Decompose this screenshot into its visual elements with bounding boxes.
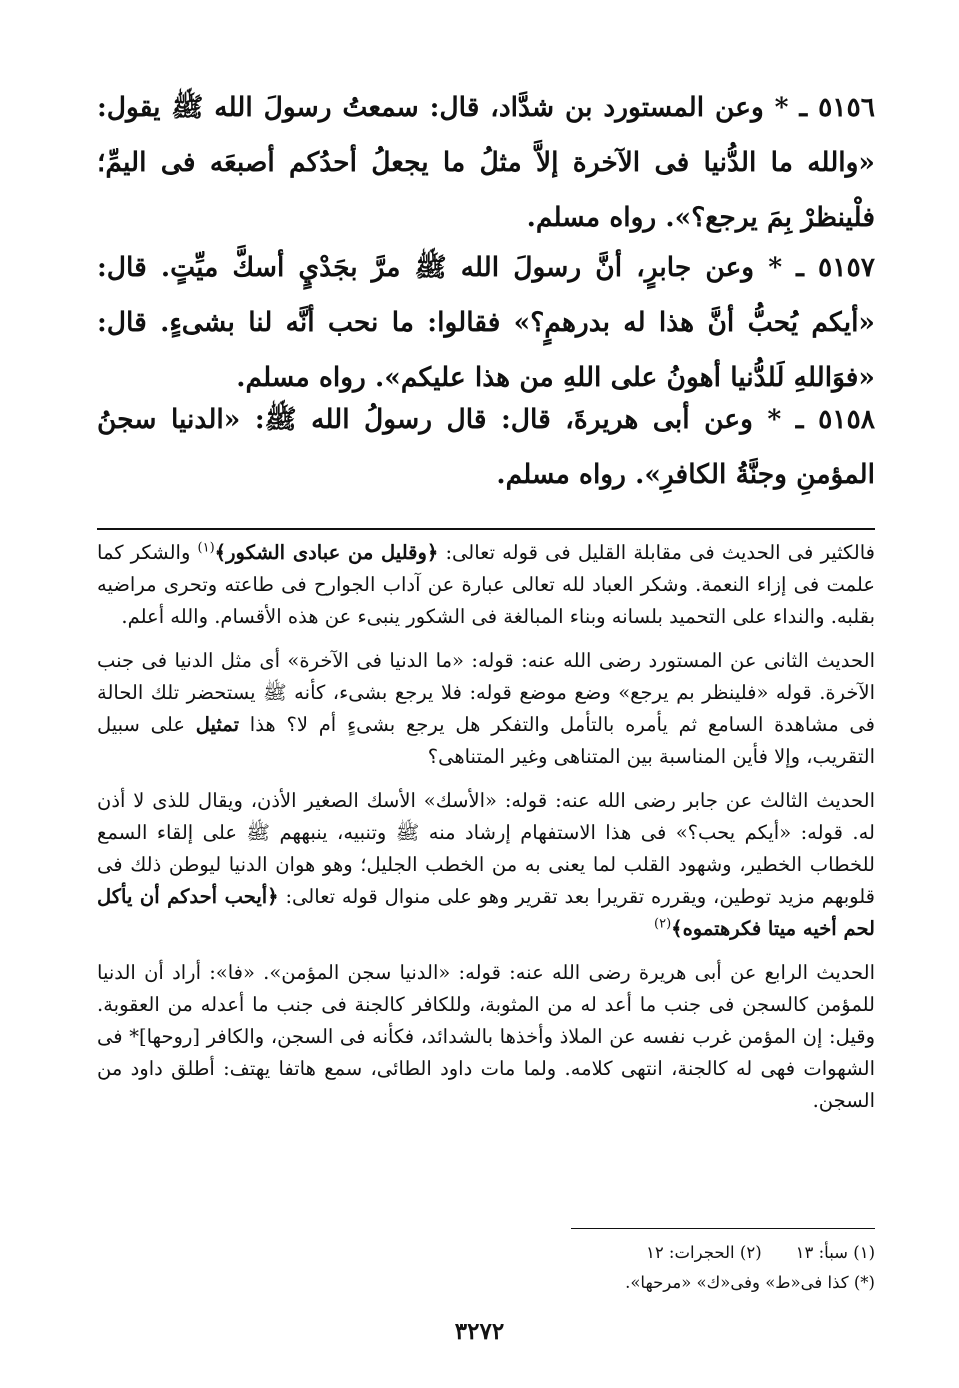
hadith-5157	[97, 240, 875, 405]
hadith-text: * وعن جابرٍ، أنَّ رسولَ الله ﷺ مرَّ بجَدْيٍ أسكَّ ميِّتٍ. قال: «أيكم يُحبُّ أنَّ هذا له بدرهمٍ؟» فقالوا: ما نحب أنَّه لنا بشىءٍ. قال: «فوَاللهِ لَلدُّنيا أهونُ على اللهِ من هذا عليكم». رواه مسلم.	[97, 252, 875, 393]
hadith-text: * وعن أبى هريرةَ، قال: قال رسولُ الله ﷺ: «الدنيا سجنُ المؤمنِ وجنَّةُ الكافرِ». رواه مسلم.	[97, 404, 875, 490]
hadith-number: ٥١٥٧ ـ	[796, 252, 875, 283]
commentary-paragraph-4	[97, 957, 875, 1117]
footnote-line-1	[375, 1238, 875, 1268]
hadith-text: * وعن المستورد بن شدَّاد، قال: سمعتُ رسولَ الله ﷺ يقول: «والله ما الدُّنيا فى الآخرة إلاَّ مثلُ ما يجعلُ أحدُكم أصبعَه فى اليمِّ؛ فلْينظرْ بِمَ يرجع؟». رواه مسلم.	[97, 92, 875, 233]
commentary-text: فالكثير فى الحديث فى مقابلة القليل فى قوله تعالى:	[438, 541, 875, 564]
footnotes	[375, 1238, 875, 1298]
quran-quote: ﴿أيحب أحدكم أن يأكل لحم أخيه ميتا فكرهتموه﴾	[97, 885, 875, 940]
commentary-text: والشكر كما علمت فى إزاء النعمة. وشكر العباد لله تعالى عبارة عن آداب الجوارح فى طاعته وتحرى مراضيه بقلبه. والنداء على التحميد بلسانه وبناء المبالغة فى الشكور ينبىء عن هذه الأقسام. والله أعلم.	[97, 541, 875, 628]
commentary-text: الحديث الثانى عن المستورد رضى الله عنه: قوله: «ما الدنيا فى الآخرة» أى مثل الدنيا فى جنب الآخرة. قوله «فلينظر بم يرجع» وضع موضع قوله: فلا يرجع بشىء، كأنه ﷺ يستحضر تلك الحالة فى مشاهدة السامع ثم يأمره بالتأمل والتفكر هل يرجع بشىءٍ أم لا؟ هذا	[97, 649, 875, 736]
hadith-5158	[97, 392, 875, 502]
commentary-paragraph-1	[97, 537, 875, 633]
bold-term: تمثيل	[195, 713, 240, 736]
hadith-number: ٥١٥٦ ـ	[799, 92, 875, 123]
commentary-paragraph-3	[97, 785, 875, 945]
footnote-divider	[571, 1228, 875, 1229]
page-number: ٣٢٧٢	[454, 1318, 505, 1345]
hadith-number: ٥١٥٨ ـ	[795, 404, 875, 435]
footnote-1: (١) سبأ: ١٣	[795, 1243, 875, 1262]
hadith-5156	[97, 80, 875, 245]
quran-quote: ﴿وقليل من عبادى الشكور﴾	[214, 541, 439, 564]
section-divider	[97, 528, 875, 530]
footnote-ref: (١)	[197, 540, 215, 556]
commentary-paragraph-2	[97, 645, 875, 773]
commentary	[97, 537, 875, 1129]
commentary-text: الحديث الرابع عن أبى هريرة رضى الله عنه: قوله: «الدنيا سجن المؤمن». «فا»: أراد أن الدنيا للمؤمن كالسجن فى جنب ما أعد له من المثوبة، وللكافر كالجنة فى جنب ما أعدله من العقوبة. وقيل: إن المؤمن غرب نفسه عن الملاذ وأخذها بالشدائد، فكأنه فى السجن، والكافر [روحها]* فى الشهوات فهى له كالجنة، انتهى كلامه. ولما مات داود الطائى، سمع هاتفا يهتف: أطلق داود من السجن.	[97, 961, 875, 1112]
footnote-ref: (٢)	[654, 916, 672, 932]
commentary-text: على سبيل التقريب، وإلا فأين المناسبة بين المتناهى وغير المتناهى؟	[97, 713, 875, 768]
commentary-text: الحديث الثالث عن جابر رضى الله عنه: قوله: «الأسك» الأسك الصغير الأذن، ويقال للذى لا أذن له. قوله: «أيكم يحب؟» فى هذا الاستفهام إرشاد منه ﷺ وتنبيه، ينبههم ﷺ على إلقاء السمع للخطاب الخطير، وشهود القلب لما يعنى به من الخطب الجليل؛ وهو هوان الدنيا ليوطن ذلك فى قلوبهم مزيد توطين، ويقرره تقريرا بعد تقرير وهو على منوال قوله تعالى:	[97, 789, 875, 908]
footnote-line-2: (*) كذا فى«ط» وفى«ك» «مرحها».	[625, 1273, 875, 1292]
footnote-2: (٢) الحجرات: ١٢	[645, 1243, 762, 1262]
